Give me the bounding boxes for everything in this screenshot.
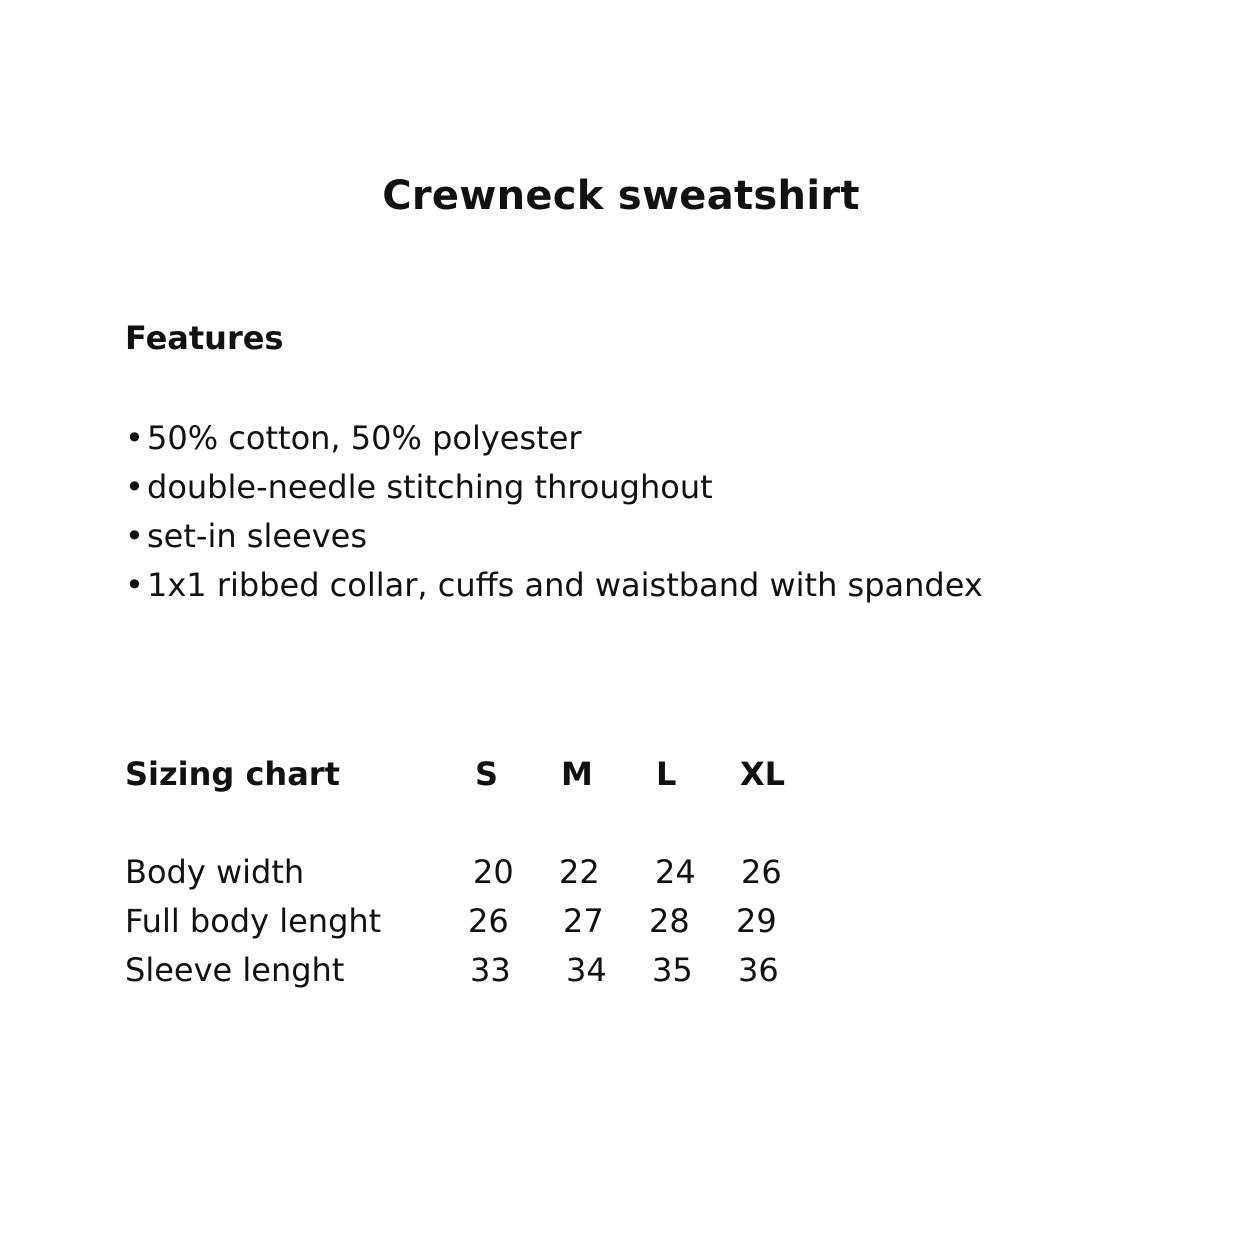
row-label: Sleeve lenght (125, 951, 345, 989)
feature-text: 1x1 ribbed collar, cuffs and waistband with spandex (147, 566, 983, 604)
sizing-chart-heading: Sizing chart (125, 755, 340, 793)
list-item (125, 561, 983, 610)
list-item (125, 463, 983, 512)
features-list (125, 414, 983, 610)
bullet: • (125, 566, 144, 604)
row-label: Full body lenght (125, 902, 382, 940)
table-cell: 24 (655, 853, 696, 891)
sizing-chart-header (125, 754, 825, 794)
feature-text: 50% cotton, 50% polyester (147, 419, 582, 457)
size-column-header: L (656, 755, 677, 793)
list-item (125, 414, 983, 463)
bullet: • (125, 419, 144, 457)
table-cell: 26 (468, 902, 509, 940)
table-cell: 22 (559, 853, 600, 891)
table-row (125, 852, 825, 892)
features-heading: Features (125, 319, 284, 357)
feature-text: set-in sleeves (147, 517, 368, 555)
size-column-header: M (561, 755, 593, 793)
table-cell: 29 (736, 902, 777, 940)
bullet: • (125, 468, 144, 506)
list-item (125, 512, 983, 561)
table-cell: 33 (470, 951, 511, 989)
size-column-header: XL (740, 755, 786, 793)
bullet: • (125, 517, 144, 555)
row-label: Body width (125, 853, 305, 891)
table-cell: 20 (473, 853, 514, 891)
table-cell: 36 (738, 951, 779, 989)
feature-text: double-needle stitching throughout (147, 468, 713, 506)
table-row (125, 950, 825, 990)
table-cell: 35 (652, 951, 693, 989)
page-title: Crewneck sweatshirt (382, 173, 860, 219)
table-cell: 34 (566, 951, 607, 989)
table-cell: 26 (741, 853, 782, 891)
table-cell: 27 (563, 902, 604, 940)
size-column-header: S (475, 755, 499, 793)
table-cell: 28 (649, 902, 690, 940)
table-row (125, 901, 825, 941)
